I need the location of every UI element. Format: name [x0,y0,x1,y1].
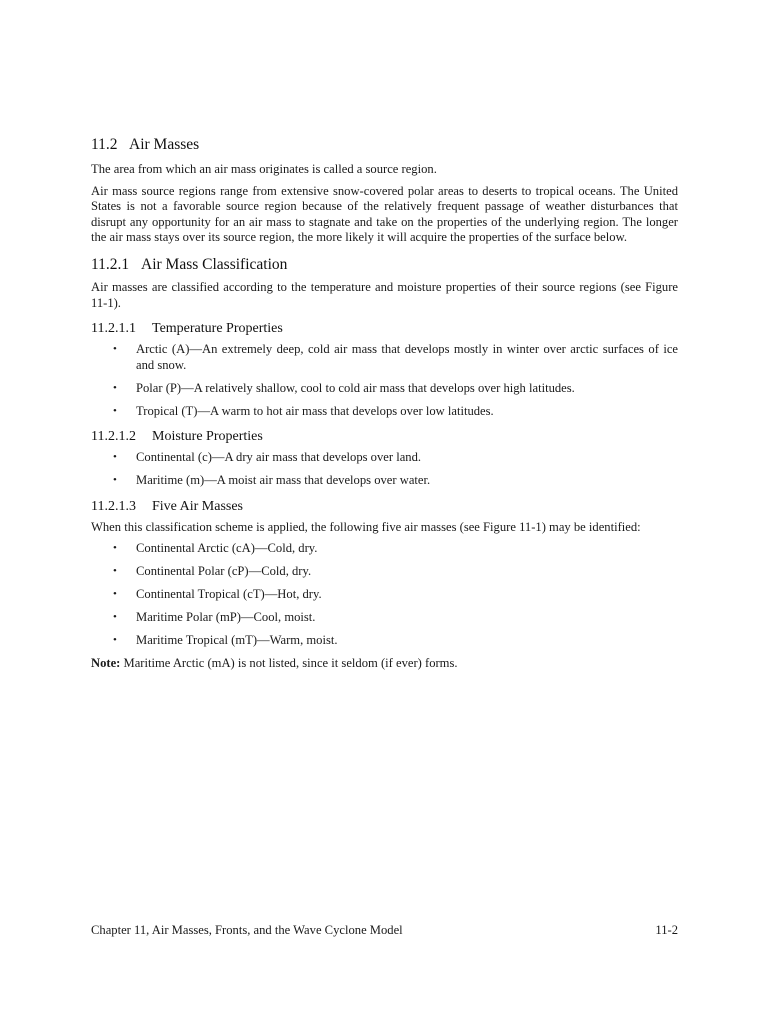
moisture-title: Moisture Properties [152,429,263,445]
note-text: Maritime Arctic (mA) is not listed, since it seldom (if ever) forms. [120,656,458,671]
bullet-icon: • [113,343,117,356]
list-item-text: Arctic (A)—An extremely deep, cold air mass that develops mostly in winter over arctic surfaces of ice and snow. [136,342,678,372]
list-item-text: Continental Arctic (cA)—Cold, dry. [136,541,318,556]
bullet-icon: • [113,542,117,555]
list-item-text: Tropical (T)—A warm to hot air mass that develops over low latitudes. [136,403,494,418]
bullet-icon: • [113,451,117,464]
classification-paragraph: Air masses are classified according to the temperature and moisture properties of their source regions (see Figure 11-1). [91,279,678,310]
moisture-number: 11.2.1.2 [91,429,136,445]
subsection-number: 11.2.1 [91,255,130,273]
list-item-text: Polar (P)—A relatively shallow, cool to cold air mass that develops over high latitudes. [136,380,575,395]
list-item-text: Maritime Tropical (mT)—Warm, moist. [136,633,338,648]
moisture-heading [91,428,678,445]
list-item-text: Continental Tropical (cT)—Hot, dry. [136,587,322,602]
list-item [91,541,678,557]
five-masses-number: 11.2.1.3 [91,498,136,514]
page-content [91,136,678,678]
section-number: 11.2 [91,136,118,153]
five-masses-paragraph: When this classification scheme is applied, the following five air masses (see Figure 11-1) may be identified: [91,519,641,534]
section-heading [91,136,678,154]
temperature-heading [91,320,678,337]
bullet-icon: • [113,588,117,601]
list-item [91,587,678,603]
intro-paragraph-1: The area from which an air mass originates is called a source region. [91,162,437,176]
list-item [91,404,678,420]
temperature-list [91,342,678,419]
list-item [91,450,678,466]
list-item [91,610,678,626]
list-item-text: Continental (c)—A dry air mass that develops over land. [136,450,422,465]
five-masses-heading [91,498,678,515]
footer-chapter-title: Chapter 11, Air Masses, Fronts, and the Wave Cyclone Model [91,923,403,937]
list-item [91,473,678,489]
list-item-text: Maritime (m)—A moist air mass that develops over water. [136,473,431,488]
temperature-title: Temperature Properties [152,321,283,337]
bullet-icon: • [113,404,117,417]
footer-page-number: 11-2 [655,923,678,937]
note-paragraph [91,656,678,672]
list-item [91,342,678,373]
list-item-text: Maritime Polar (mP)—Cool, moist. [136,610,316,625]
page-footer [91,922,678,938]
temperature-number: 11.2.1.1 [91,321,136,337]
list-item-text: Continental Polar (cP)—Cold, dry. [136,564,312,579]
list-item [91,564,678,580]
moisture-list [91,450,678,489]
intro-paragraph-2: Air mass source regions range from extensive snow-covered polar areas to deserts to tropical oceans. The United States is not a favorable source region because of the relatively frequent passage of weather disturbances that disrupt any opportunity for an air mass to stagnate and take on the properties of the underlying region. The longer the air mass stays over its source region, the more likely it will acquire the properties of the surface below. [91,183,678,245]
subsection-title: Air Mass Classification [141,255,288,273]
document-page [91,0,678,1024]
bullet-icon: • [113,381,117,394]
list-item [91,633,678,649]
section-title: Air Masses [129,136,200,153]
bullet-icon: • [113,611,117,624]
bullet-icon: • [113,474,117,487]
bullet-icon: • [113,634,117,647]
subsection-heading [91,256,678,274]
list-item [91,381,678,397]
five-masses-list [91,541,678,649]
note-label: Note: [91,656,121,671]
bullet-icon: • [113,565,117,578]
five-masses-title: Five Air Masses [152,498,243,514]
